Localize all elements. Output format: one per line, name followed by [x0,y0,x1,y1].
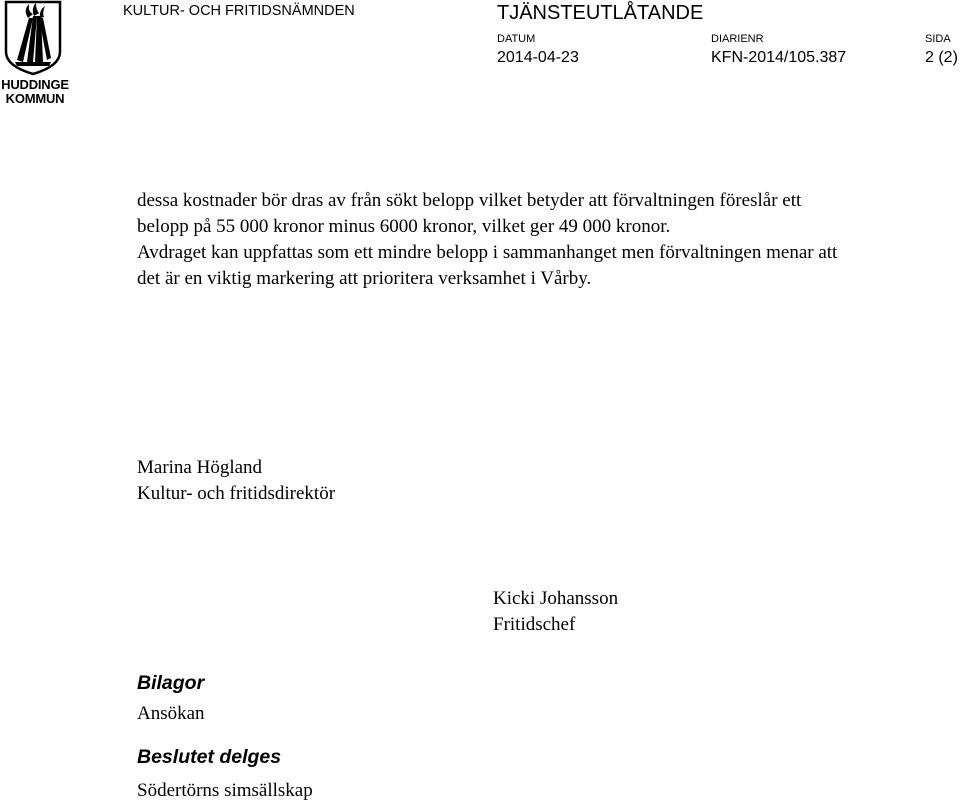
logo-text-line-1: HUDDINGE [1,77,69,92]
municipality-logo [0,0,70,108]
page-label: SIDA [925,33,951,45]
signatory-title: Kultur- och fritidsdirektör [137,483,336,504]
signatory-name: Kicki Johansson [493,588,619,609]
signatory-name: Marina Högland [137,457,263,478]
body-paragraph: dessa kostnader bör dras av från sökt belopp vilket betyder att förvaltningen föreslår ett belopp på 55 000 kronor minus 6000 kronor, vilket ger 49 000 kronor. [137,190,802,237]
diary-number-label: DIARIENR [711,33,764,45]
date-label: DATUM [497,33,536,45]
distribution-heading: Beslutet delges [137,746,282,768]
logo-text-line-2: KOMMUN [5,91,65,106]
diary-number-value: KFN-2014/105.387 [711,49,847,66]
body-paragraph: Avdraget kan uppfattas som ett mindre belopp i sammanhanget men förvaltningen menar att det är en viktig markering att prioritera verksamhet i Vårby. [137,242,838,289]
coat-of-arms-icon [3,0,63,76]
page-number-value: 2 (2) [925,49,958,66]
date-value: 2014-04-23 [497,49,579,66]
department-name: KULTUR- OCH FRITIDSNÄMNDEN [123,3,355,19]
signatory-title: Fritidschef [493,614,576,635]
document-body [137,188,857,292]
distribution-item: Södertörns simsällskap [137,780,313,801]
attachment-item: Ansökan [137,703,205,724]
document-type: TJÄNSTEUTLÅTANDE [497,2,704,24]
attachments-heading: Bilagor [137,672,205,694]
